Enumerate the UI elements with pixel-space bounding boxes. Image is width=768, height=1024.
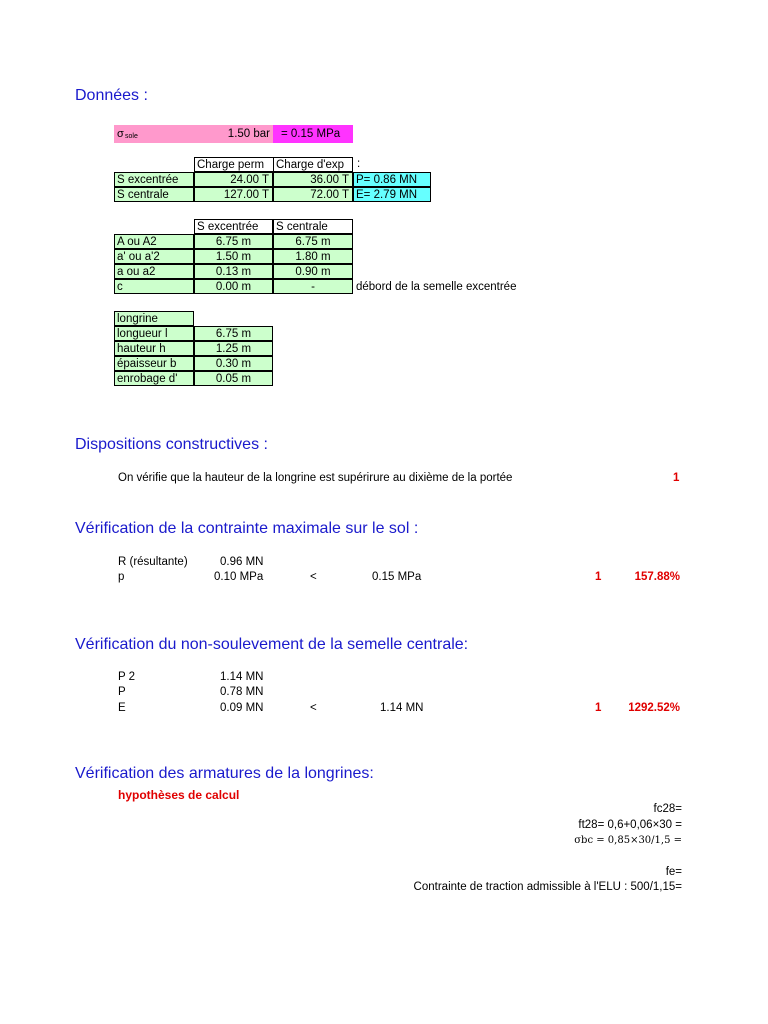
longrine-value: 0.05 m <box>194 371 273 386</box>
dim-cen: 0.90 m <box>273 264 353 279</box>
soulevement-value: 0.78 MN <box>220 686 264 698</box>
soulevement-flag: 1 <box>595 702 602 714</box>
dim-exc: 0.00 m <box>194 279 273 294</box>
header-colon: : <box>357 158 361 170</box>
soulevement-label: P <box>118 686 126 698</box>
dim-exc: 1.50 m <box>194 249 273 264</box>
dim-exc: 6.75 m <box>194 234 273 249</box>
contrainte-flag: 1 <box>595 571 602 583</box>
dim-label: a' ou a'2 <box>114 249 194 264</box>
load-perm: 127.00 T <box>194 187 273 202</box>
dispositions-result: 1 <box>673 472 680 484</box>
sigma-bc-formula: σbc = 0,85×30/1,5 = <box>574 835 682 846</box>
soulevement-percent: 1292.52% <box>628 702 680 714</box>
longrine-label: hauteur h <box>114 341 194 356</box>
load-perm: 24.00 T <box>194 172 273 187</box>
load-exp: 72.00 T <box>273 187 353 202</box>
dim-cen: - <box>273 279 353 294</box>
soulevement-value: 0.09 MN <box>220 702 264 714</box>
soulevement-value: 1.14 MN <box>220 671 264 683</box>
longrine-label: enrobage d' <box>114 371 194 386</box>
section-title-armatures: Vérification des armatures de la longrines: <box>75 765 374 782</box>
sigma-bar-value: 1.50 bar <box>227 128 270 140</box>
fe-label: fe= <box>665 866 682 878</box>
load-exp: 36.00 T <box>273 172 353 187</box>
r-value: 0.96 MN <box>220 556 264 568</box>
dispositions-text: On vérifie que la hauteur de la longrine est supérirure au dixième de la portée <box>118 472 513 484</box>
longrine-value: 1.25 m <box>194 341 273 356</box>
traction-admissible: Contrainte de traction admissible à l'ELU : 500/1,15= <box>413 881 682 893</box>
sigma-subscript: sole <box>125 133 138 140</box>
longrine-label: épaisseur b <box>114 356 194 371</box>
soulevement-label: P 2 <box>118 671 136 683</box>
comparison-operator: < <box>310 702 317 714</box>
dim-label: A ou A2 <box>114 234 194 249</box>
load-label: S centrale <box>114 187 194 202</box>
p-value: 0.10 MPa <box>214 571 264 583</box>
hypotheses-subtitle: hypothèses de calcul <box>118 788 240 802</box>
contrainte-percent: 157.88% <box>634 571 680 583</box>
dim-exc: 0.13 m <box>194 264 273 279</box>
sigma-mpa-value: = 0.15 MPa <box>273 125 353 143</box>
section-title-donnees: Données : <box>75 87 148 104</box>
load-extra: P= 0.86 MN <box>353 172 431 187</box>
soulevement-limit: 1.14 MN <box>380 702 424 714</box>
dim-label: a ou a2 <box>114 264 194 279</box>
debord-note: débord de la semelle excentrée <box>356 281 517 293</box>
p-label: p <box>118 571 125 583</box>
section-title-soulevement: Vérification du non-soulevement de la semelle centrale: <box>75 636 469 653</box>
section-title-dispositions: Dispositions constructives : <box>75 436 268 453</box>
p-limit: 0.15 MPa <box>372 571 422 583</box>
soulevement-label: E <box>118 702 126 714</box>
longrine-header: longrine <box>114 311 194 326</box>
header-s-centrale: S centrale <box>273 219 353 234</box>
section-title-contrainte: Vérification de la contrainte maximale sur le sol : <box>75 520 419 537</box>
load-extra: E= 2.79 MN <box>353 187 431 202</box>
dim-label: c <box>114 279 194 294</box>
sigma-symbol: σ <box>117 128 124 140</box>
longrine-value: 0.30 m <box>194 356 273 371</box>
header-charge-exp: Charge d'exp <box>273 157 353 172</box>
comparison-operator: < <box>310 571 317 583</box>
header-s-excentree: S excentrée <box>194 219 273 234</box>
dim-cen: 1.80 m <box>273 249 353 264</box>
longrine-label: longueur l <box>114 326 194 341</box>
sigma-sol-cell <box>114 125 273 143</box>
header-charge-perm: Charge perm <box>194 157 273 172</box>
fc28-label: fc28= <box>653 803 682 815</box>
ft28-formula: ft28= 0,6+0,06×30 = <box>578 819 682 831</box>
r-label: R (résultante) <box>118 556 188 568</box>
dim-cen: 6.75 m <box>273 234 353 249</box>
load-label: S excentrée <box>114 172 194 187</box>
longrine-value: 6.75 m <box>194 326 273 341</box>
